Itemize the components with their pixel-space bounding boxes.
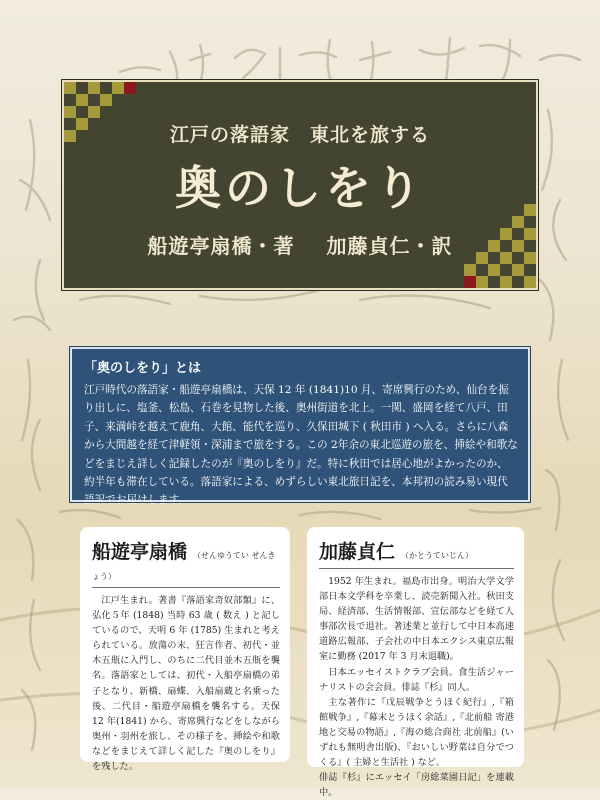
author-bio-text: 江戸生まれ。著書『落語家奇奴部類』に、弘化５年 (1848) 当時 63 歳 ( 数え ) と記しているので、天明 6 年 (1785) 生まれと考えられている。放蕩の末、狂言作者、初代・並木五瓶に入門し、のちに二代目並木五瓶を襲名。落語家としては、初代・入船亭扇橋の弟子となり、新橋、扇蝶、入船扇蔵と名乗った後、二代目・船遊亭扇橋を襲名する。天保 12 年(1841) から、寄席興行などをしながら奥州・羽州を旅し、その様子を、挿絵や和歌などをまじえて詳しく記した『奥のしをり』を残した。 [92,595,280,773]
author-credits [64,230,536,259]
translator-bio-paragraph: 主な著作に『戊辰戦争とうほく紀行』,『箱館戦争』,『幕末とうほく余話』,『北前船 寄港地と交易の物語』,『海の総合商社 北前船』(いずれも無明舎出版)、『おいしい野菜は自分でつくる』( 主婦と生活社 ) など。 [319,696,514,769]
cover-subtitle: 江戸の落語家 東北を旅する [169,124,430,146]
translator-bio-paragraph: 1952 年生まれ。福島市出身。明治大学文学部日本文学科を卒業し、読売新聞入社。秋田支局、経済部、生活情報部、宣伝部などを経て人事部次長で退社。著述業と並行して中日本高速道路広報部、子会社の中日本エクシス東京広報室に勤務 (2017 年 3 月末退職)。 [319,576,514,663]
divider [92,587,280,588]
summary-body: 江戸時代の落語家・船遊亭扇橋は、天保 12 年 (1841)10 月、寄席興行のため、仙台を振り出しに、塩釜、松島、石巻を見物した後、奥州街道を北上。一関、盛岡を経て八戸、田子、来満峠を越えて鹿角、大館、能代を巡り、久保田城下 ( 秋田市 ) へ入る。さらに八森から大間越を経て津軽領・深浦まで旅をする。この 2年余の東北巡遊の旅を、挿絵や和歌などをまじえ詳しく記録したのが『奥のしをり』だ。特に秋田では居心地がよかったのか、約半年も滞在している。落語家による、めずらしい東北旅日記を、本邦初の読み易い現代語訳でお届けします。 [84,384,518,507]
author-credit: 船遊亭扇橋・著 [147,234,295,258]
translator-name-reading: （かとうていじん） [401,551,474,560]
author-name-reading: （せんゆうてい せんきょう） [92,551,276,581]
translator-bio-paragraph: 俳誌『杉』にエッセイ「房総菜園日記」を連載中。 [319,772,514,799]
translator-name-row [319,537,514,564]
summary-box [70,347,530,507]
summary-heading: 「奥のしをり」とは [84,361,202,376]
author-bio-card [80,527,290,773]
translator-bio-paragraph: 日本エッセイストクラブ会員。食生活ジャーナリストの会会員。俳誌『杉』同人。 [319,666,514,693]
title-panel [62,80,538,290]
author-name: 船遊亭扇橋 [92,541,188,563]
translator-credit: 加藤貞仁・訳 [326,234,453,258]
divider [319,568,514,569]
translator-name: 加藤貞仁 [319,541,396,563]
author-name-row [92,537,280,583]
translator-bio-card [307,527,524,799]
book-title: 奥のしをり [175,161,425,215]
